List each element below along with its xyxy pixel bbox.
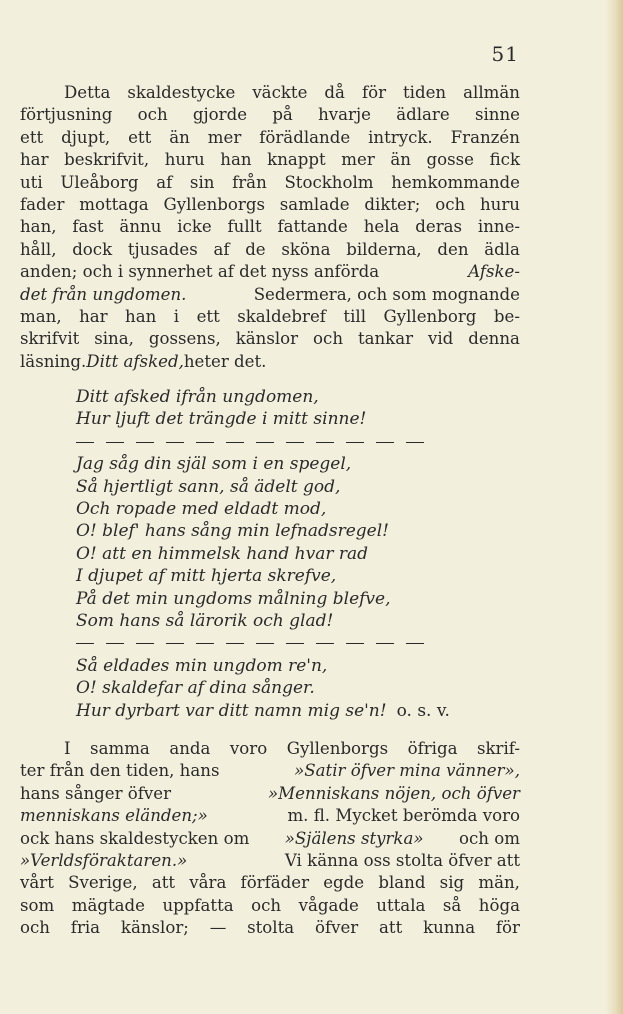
- word: hela: [363, 217, 400, 237]
- word: Stockholm: [284, 172, 374, 192]
- text-segment: Vi känna oss stolta öfver att: [284, 851, 520, 871]
- word: fast: [72, 217, 104, 237]
- word: för: [361, 83, 387, 102]
- word: man,: [20, 307, 62, 327]
- word: de: [245, 239, 266, 259]
- word: af: [213, 239, 230, 259]
- word: Uleåborg: [60, 172, 139, 192]
- word: förfäder: [240, 873, 310, 893]
- word: voro: [229, 739, 268, 758]
- text-line: [20, 850, 520, 872]
- word: män,: [478, 873, 520, 893]
- word: beskrifvit,: [64, 150, 150, 170]
- text-line: [20, 306, 520, 328]
- word: mer: [341, 150, 375, 170]
- word: öfver: [314, 918, 359, 938]
- word: fullt: [227, 217, 262, 237]
- word: gjorde: [192, 105, 248, 125]
- word: öfriga: [407, 739, 458, 758]
- poem-line: Och ropade med eldadt mod,: [76, 499, 327, 520]
- text-line: [20, 783, 520, 805]
- poem-line: Så hjertligt sann, så ädelt god,: [76, 476, 341, 497]
- word: uttala: [376, 895, 426, 915]
- word: allmän: [463, 83, 520, 102]
- text-line: [20, 805, 520, 827]
- italic-title: »Själens styrka»: [284, 828, 424, 848]
- word: att: [151, 873, 176, 893]
- word: skrifvit: [20, 329, 80, 349]
- text-line: [20, 917, 520, 939]
- text-line: [20, 328, 520, 350]
- word: ett: [196, 307, 220, 327]
- word: inne-: [477, 217, 520, 237]
- word: sina,: [94, 329, 134, 349]
- word: då: [324, 83, 345, 102]
- word: håll,: [20, 239, 57, 259]
- word: gossens,: [148, 329, 221, 349]
- text-line: [20, 895, 520, 917]
- word: och: [251, 895, 282, 915]
- word: att: [379, 918, 403, 938]
- word: Detta: [64, 83, 111, 102]
- word: så: [442, 895, 462, 915]
- poem-line: Som hans så lärorik och glad!: [76, 611, 334, 632]
- poem-line: I djupet af mitt hjerta skrefve,: [76, 566, 337, 587]
- poem-line: Ditt afsked ifrån ungdomen,: [76, 387, 319, 407]
- page-edge: [605, 0, 623, 1014]
- word: den: [437, 239, 469, 259]
- word: samma: [90, 739, 150, 758]
- word: skaldestycke: [127, 83, 236, 102]
- page-number: 51: [491, 42, 519, 66]
- dash-separator: [76, 632, 516, 654]
- text-line: [20, 149, 520, 171]
- text-line: [20, 194, 520, 216]
- word: för: [495, 918, 520, 938]
- word: sinne: [474, 105, 520, 125]
- word: ett: [20, 127, 44, 147]
- word: af: [156, 172, 173, 192]
- poem-line: Jag såg din själ som i en spegel,: [76, 454, 352, 475]
- word: bland: [378, 873, 426, 893]
- word: egde: [323, 873, 365, 893]
- poem-line: O! blef' hans sång min lefnadsregel!: [76, 521, 389, 542]
- abbreviation: o. s. v.: [396, 700, 450, 721]
- paragraph-2: [20, 738, 520, 940]
- word: än: [169, 127, 190, 147]
- text-segment: Sedermera, och som mognande: [253, 284, 520, 304]
- text-line: [20, 127, 520, 149]
- word: fader: [20, 195, 65, 215]
- text-line: [20, 261, 520, 283]
- word: fick: [489, 150, 520, 170]
- word: vid: [428, 329, 454, 349]
- text-segment: m. fl. Mycket berömda voro: [287, 806, 520, 826]
- word: sin: [189, 172, 215, 192]
- word: intryck.: [368, 127, 433, 147]
- word: tankar: [357, 329, 414, 349]
- word: har: [79, 307, 108, 327]
- word: stolta: [247, 918, 295, 938]
- word: vågade: [298, 895, 359, 915]
- poem-line: [76, 700, 516, 722]
- word: förädlande: [259, 127, 351, 147]
- word: bilderna,: [346, 239, 422, 259]
- word: uti: [20, 172, 43, 192]
- text-line: [20, 738, 520, 760]
- word: som: [20, 895, 55, 915]
- word: Gyllenborg: [383, 307, 477, 327]
- word: känslor;: [120, 918, 189, 938]
- word: och: [435, 195, 466, 215]
- word: och: [20, 918, 50, 938]
- word: höga: [478, 895, 520, 915]
- text-segment: hans sånger öfver: [20, 783, 172, 803]
- italic-title: menniskans eländen;»: [20, 806, 208, 826]
- word: skaldebref: [237, 307, 326, 327]
- text-segment: ter från den tiden, hans: [20, 761, 220, 781]
- word: ädlare: [396, 105, 450, 125]
- italic-title: Ditt afsked,: [86, 351, 184, 371]
- word: till: [343, 307, 367, 327]
- word: mägtade: [71, 895, 145, 915]
- word: ädla: [484, 239, 520, 259]
- word: mottaga: [79, 195, 149, 215]
- word: väckte: [252, 83, 308, 102]
- word: ännu: [119, 217, 162, 237]
- word: han: [220, 150, 252, 170]
- word: tiden: [403, 83, 447, 102]
- word: vårt: [20, 873, 54, 893]
- word: och: [137, 105, 168, 125]
- poem-quote: [76, 386, 516, 722]
- word: gosse: [426, 150, 474, 170]
- poem-line: O! skaldefar af dina sånger.: [76, 678, 315, 699]
- word: Gyllenborgs: [286, 739, 389, 758]
- word: hemkommande: [391, 172, 520, 192]
- word: dock: [72, 239, 113, 259]
- word: fattande: [277, 217, 348, 237]
- word: och: [313, 329, 344, 349]
- word: i: [173, 307, 180, 327]
- word: I: [64, 739, 71, 758]
- poem-line: Hur ljuft det trängde i mitt sinne!: [76, 409, 367, 430]
- text-line: [20, 216, 520, 238]
- word: skrif-: [476, 739, 520, 758]
- word: känslor: [235, 329, 299, 349]
- poem-line: O! att en himmelsk hand hvar rad: [76, 543, 369, 564]
- text-segment: läsning.: [20, 351, 87, 371]
- word: förtjusning: [20, 105, 113, 125]
- word: huru: [480, 195, 520, 215]
- word: —: [209, 918, 227, 938]
- word: samlade: [279, 195, 350, 215]
- word: våra: [189, 873, 227, 893]
- text-segment: ock hans skaldestycken om: [20, 828, 250, 848]
- text-line: [20, 82, 520, 104]
- word: hvarje: [318, 105, 371, 125]
- word: Franzén: [450, 127, 520, 147]
- word: denna: [468, 329, 520, 349]
- italic-title: Afske-: [468, 262, 520, 282]
- text-line: [20, 239, 520, 261]
- text-line: [20, 872, 520, 894]
- poem-line: På det min ungdoms målning blefve,: [76, 588, 391, 609]
- word: Gyllenborgs: [163, 195, 265, 215]
- word: dikter;: [364, 195, 421, 215]
- word: icke: [177, 217, 212, 237]
- paragraph-1: [20, 82, 520, 373]
- word: sköna: [281, 239, 331, 259]
- word: kunna: [423, 918, 476, 938]
- word: knappt: [267, 150, 326, 170]
- word: han,: [20, 217, 57, 237]
- text-line: [20, 828, 520, 850]
- word: djupt,: [61, 127, 111, 147]
- italic-title: »Menniskans nöjen, och öfver: [268, 783, 520, 803]
- text-line: [20, 351, 520, 373]
- poem-text: Hur dyrbart var ditt namn mig se'n!: [76, 700, 387, 721]
- text-line: [20, 172, 520, 194]
- italic-title: det från ungdomen.: [20, 284, 187, 304]
- word: tjusades: [127, 239, 198, 259]
- text-line: [20, 760, 520, 782]
- word: be-: [493, 307, 520, 327]
- word: än: [390, 150, 411, 170]
- text-segment: anden; och i synnerhet af det nyss anförda: [20, 262, 380, 282]
- text-segment: heter det.: [183, 351, 267, 371]
- italic-title: »Satir öfver mina vänner»,: [294, 761, 520, 781]
- italic-title: »Verldsföraktaren.»: [20, 851, 188, 871]
- word: på: [272, 105, 293, 125]
- word: ett: [128, 127, 152, 147]
- word: uppfatta: [162, 895, 234, 915]
- word: han: [125, 307, 157, 327]
- text-segment: och om: [459, 828, 520, 848]
- word: huru: [164, 150, 205, 170]
- word: deras: [415, 217, 463, 237]
- text-line: [20, 104, 520, 126]
- word: från: [232, 172, 267, 192]
- word: Sverige,: [68, 873, 138, 893]
- word: har: [20, 150, 49, 170]
- word: mer: [207, 127, 242, 147]
- text-line: [20, 284, 520, 306]
- word: sig: [439, 873, 465, 893]
- word: fria: [70, 918, 101, 938]
- poem-line: Så eldades min ungdom re'n,: [76, 655, 328, 676]
- dash-separator: [76, 431, 516, 453]
- word: anda: [169, 739, 211, 758]
